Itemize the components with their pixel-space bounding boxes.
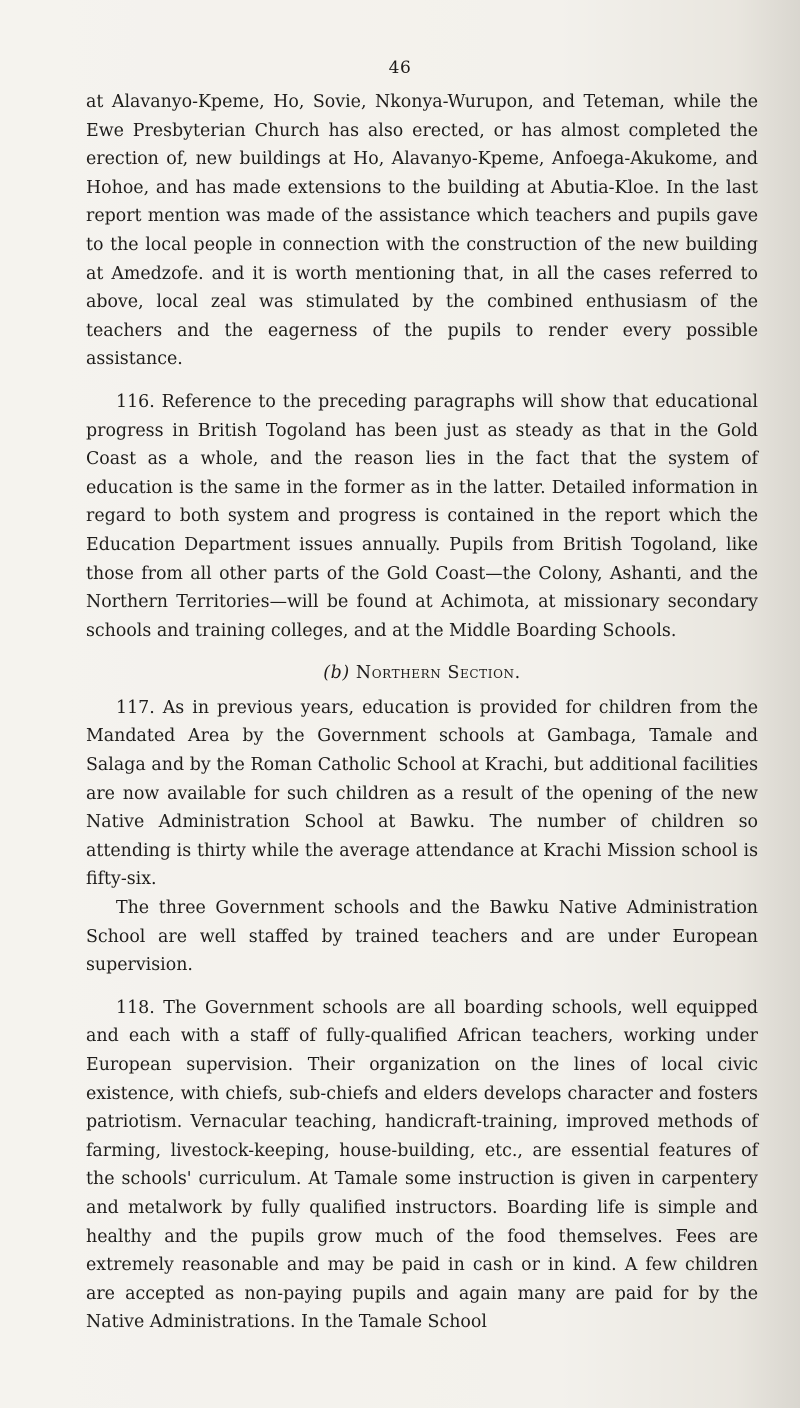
paragraph-gap [86, 645, 758, 659]
section-heading-letter: (b) [323, 663, 350, 684]
paragraph-117: 117. As in previous years, education is provided for children from the Mandated Area by the Government schools at Gambaga, Tamale and Salaga and by the Roman Catholic School at Krachi, but additional facilities are now available for such children as a result of the opening of the new Native Administration School at Bawku. The number of children so attending is thirty while the average attendance at Krachi Mission school is fifty-six. [86, 697, 758, 890]
paragraph-116: 116. Reference to the preceding paragraphs will show that educational progress in British Togoland has been just as steady as that in the Gold Coast as a whole, and the reason lies in the fact that the system of education is the same in the former as in the latter. Detailed information in regard to both system and progress is contained in the report which the Education Department issues annually. Pupils from British Togoland, like those from all other parts of the Gold Coast—the Colony, Ashanti, and the Northern Territories—will be found at Achimota, at missionary secondary schools and training colleges, and at the Middle Boarding Schools. [86, 391, 758, 641]
paragraph-gap [86, 374, 758, 388]
section-heading [86, 659, 758, 688]
section-heading-title: Northern Section. [355, 663, 521, 684]
paragraph-gap [86, 980, 758, 994]
paragraph-continued: at Alavanyo-Kpeme, Ho, Sovie, Nkonya-Wurupon, and Teteman, while the Ewe Presbyterian Church has also erected, or has almost completed the erection of, new buildings at Ho, Alavanyo-Kpeme, Anfoega-Akukome, and Hohoe, and has made extensions to the building at Abutia-Kloe. In the last report mention was made of the assistance which teachers and pupils gave to the local people in connection with the construction of the new building at Amedzofe. and it is worth mentioning that, in all the cases referred to above, local zeal was stimulated by the combined enthusiasm of the teachers and the eagerness of the pupils to render every possible assistance. [86, 92, 758, 370]
paragraph-117-continued: The three Government schools and the Bawku Native Administration School are well staffed by trained teachers and are under European supervision. [86, 898, 758, 976]
page-number: 46 [388, 58, 412, 78]
paragraph-118: 118. The Government schools are all boarding schools, well equipped and each with a staff of fully-qualified African teachers, working under European supervision. Their organization on the lines of local civic existence, with chiefs, sub-chiefs and elders develops character and fosters patriotism. Vernacular teaching, handicraft-training, improved methods of farming, livestock-keeping, house-building, etc., are essential features of the schools' curriculum. At Tamale some instruction is given in carpentery and metalwork by fully qualified instructors. Boarding life is simple and healthy and the pupils grow much of the food themselves. Fees are extremely reasonable and may be paid in cash or in kind. A few children are accepted as non-paying pupils and again many are paid for by the Native Administrations. In the Tamale School [86, 997, 758, 1333]
body-text [86, 88, 758, 1337]
